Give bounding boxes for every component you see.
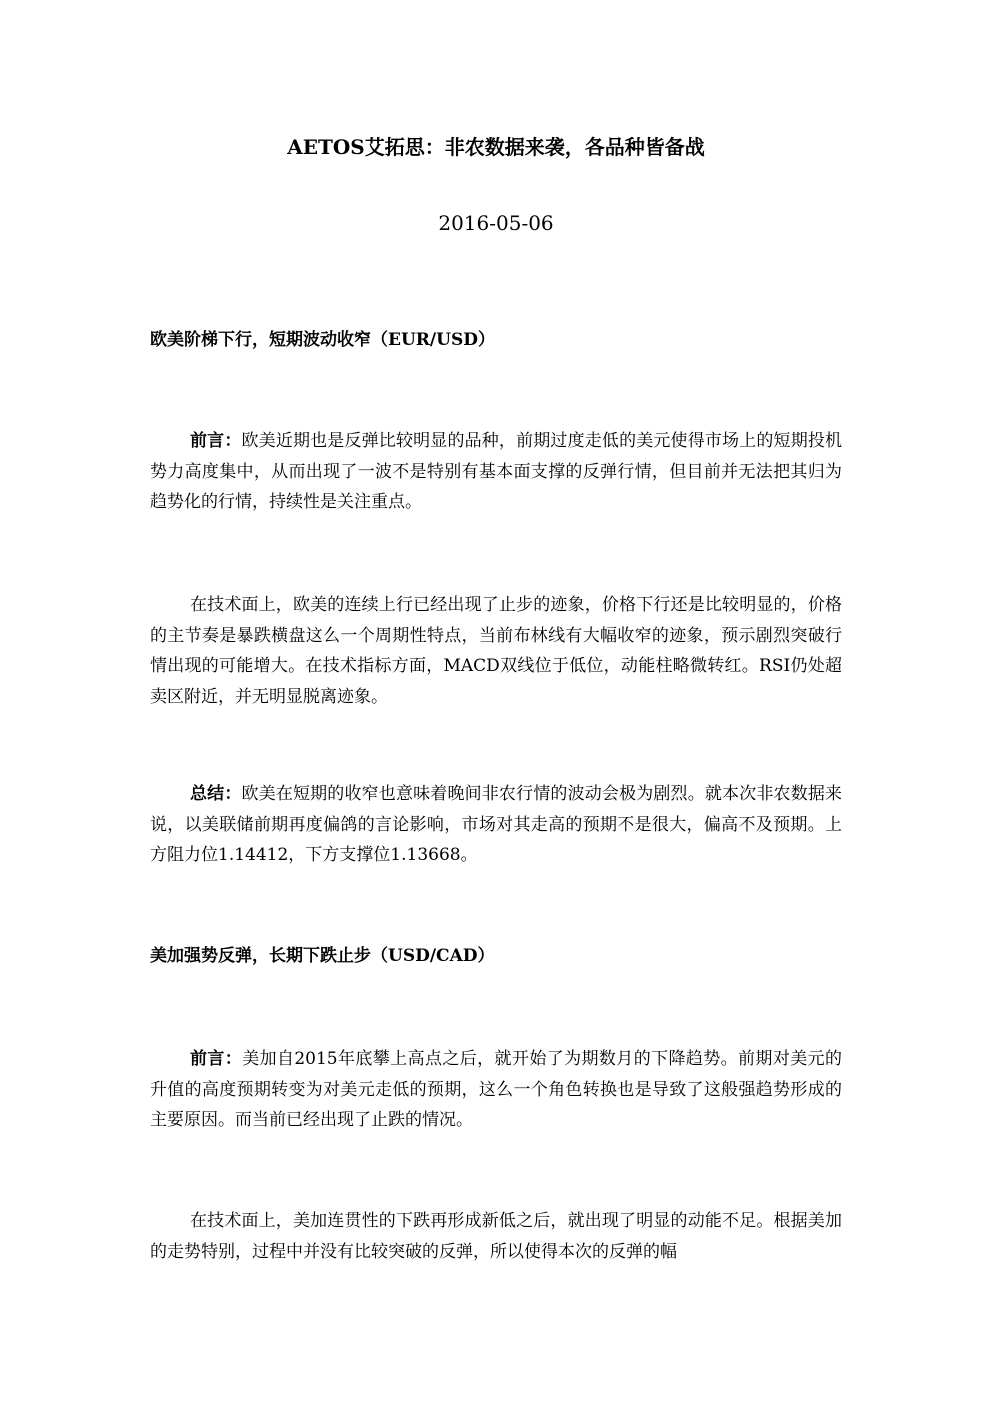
paragraph-eurusd-technical <box>150 590 842 712</box>
paragraph-lead-label: 前言： <box>190 1049 243 1069</box>
paragraph-text: 美加自2015年底攀上高点之后，就开始了为期数月的下降趋势。前期对美元的升值的高度预期转变为对美元走低的预期，这么一个角色转换也是导致了这般强趋势形成的主要原因。而当前已经出现了止跌的情况。 <box>150 1049 843 1130</box>
section-heading-eurusd: 欧美阶梯下行，短期波动收窄（EUR/USD） <box>150 330 495 350</box>
paragraph-eurusd-preface <box>150 426 842 518</box>
document-date: 2016-05-06 <box>438 211 554 235</box>
paragraph-usdcad-preface <box>150 1044 842 1136</box>
paragraph-text: 欧美近期也是反弹比较明显的品种，前期过度走低的美元使得市场上的短期投机势力高度集中，从而出现了一波不是特别有基本面支撑的反弹行情，但目前并无法把其归为趋势化的行情，持续性是关注重点。 <box>150 431 843 512</box>
document-title: AETOS艾拓思：非农数据来袭，各品种皆备战 <box>287 135 705 159</box>
paragraph-text: 在技术面上，美加连贯性的下跌再形成新低之后，就出现了明显的动能不足。根据美加的走势特别，过程中并没有比较突破的反弹，所以使得本次的反弹的幅 <box>150 1211 842 1262</box>
paragraph-usdcad-technical <box>150 1206 842 1267</box>
section-heading-usdcad: 美加强势反弹，长期下跌止步（USD/CAD） <box>150 946 495 966</box>
paragraph-eurusd-summary <box>150 779 842 871</box>
paragraph-text: 在技术面上，欧美的连续上行已经出现了止步的迹象，价格下行还是比较明显的，价格的主节奏是暴跌横盘这么一个周期性特点，当前布林线有大幅收窄的迹象，预示剧烈突破行情出现的可能增大。在技术指标方面，MACD双线位于低位，动能柱略微转红。RSI仍处超卖区附近，并无明显脱离迹象。 <box>150 595 842 707</box>
paragraph-lead-label: 总结： <box>190 784 242 804</box>
paragraph-text: 欧美在短期的收窄也意味着晚间非农行情的波动会极为剧烈。就本次非农数据来说，以美联储前期再度偏鸽的言论影响，市场对其走高的预期不是很大，偏高不及预期。上方阻力位1.14412，下方支撑位1.13668。 <box>150 784 843 865</box>
paragraph-lead-label: 前言： <box>190 431 242 451</box>
